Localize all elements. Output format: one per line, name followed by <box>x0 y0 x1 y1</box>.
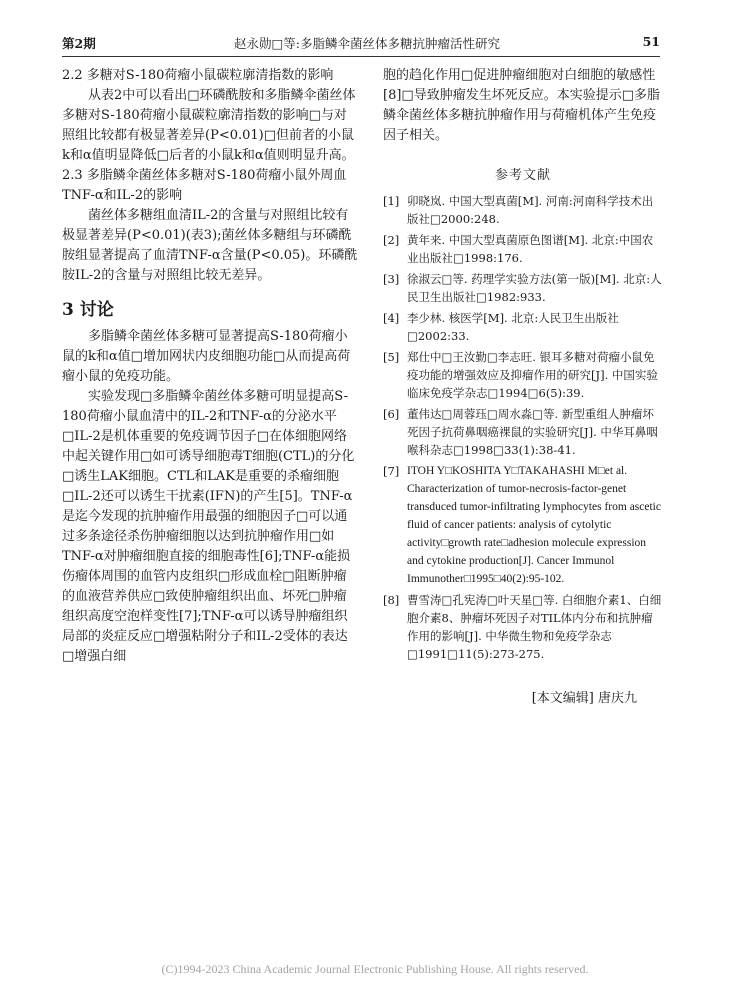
reference-text: 董伟达□周蓉珏□周水淼□等. 新型重组人肿瘤坏死因子抗荷鼻咽癌裸鼠的实验研究[J]. 中华耳鼻咽喉科杂志□1998□33(1):38-41. <box>407 407 658 457</box>
section-3-title: 3 讨论 <box>62 300 114 320</box>
reference-number: [8] <box>383 593 400 607</box>
reference-number: [3] <box>383 272 400 286</box>
reference-text: 徐淑云□等. 药理学实验方法(第一版)[M]. 北京:人民卫生出版社□1982:933. <box>407 272 662 304</box>
reference-number: [6] <box>383 407 400 421</box>
discussion-continuation: 胞的趋化作用□促进肿瘤细胞对白细胞的敏感性[8]□导致肿瘤发生坏死反应。本实验提示□多脂鳞伞菌丝体多糖抗肿瘤作用与荷瘤机体产生免疫因子相关。 <box>383 68 660 143</box>
subsection-2-2-body: 从表2中可以看出□环磷酰胺和多脂鳞伞菌丝体多糖对S-180荷瘤小鼠碳粒廓清指数的影响□与对照组比较都有极显著差异(P<0.01)□但前者的小鼠k和α值明显降低□后者的小鼠k和α值则明显升高。 <box>62 88 356 163</box>
reference-text: 李少林. 核医学[M]. 北京:人民卫生出版社□2002:33. <box>407 311 619 343</box>
reference-item <box>383 270 663 306</box>
reference-number: [1] <box>383 194 400 208</box>
reference-item <box>383 405 663 459</box>
reference-text: 黄年来. 中国大型真菌原色图谱[M]. 北京:中国农业出版社□1998:176. <box>407 233 654 265</box>
header-rule <box>62 56 660 57</box>
page-number: 51 <box>642 34 660 49</box>
reference-text: 郑仕中□王汝勤□李志旺. 银耳多糖对荷瘤小鼠免疫功能的增强效应及抑瘤作用的研究[J]. 中国实验临床免疫学杂志□1994□6(5):39. <box>407 350 658 400</box>
reference-text: 卯晓岚. 中国大型真菌[M]. 河南:河南科学技术出版社□2000:248. <box>407 194 654 226</box>
reference-list <box>383 192 663 663</box>
reference-item <box>383 348 663 402</box>
issue-number: 第2期 <box>62 36 96 51</box>
reference-number: [2] <box>383 233 400 247</box>
reference-text: ITOH Y□KOSHITA Y□TAKAHASHI M□et al. Characterization of tumor-necrosis-factor-genet transduced tumor-infiltrating lymphocytes from ascetic fluid of cancer patients: analysis of cytolytic activity□growth rate□adhesion molecule expression and cytokine production[J]. Cancer Immunol Immunother□1995□40(2):95-102. <box>407 465 661 585</box>
reference-item <box>383 309 663 345</box>
subsection-2-2-title: 2.2 多糖对S-180荷瘤小鼠碳粒廓清指数的影响 <box>62 68 334 83</box>
editor-credit: [本文编辑] 唐庆九 <box>531 691 637 706</box>
subsection-2-3-body: 菌丝体多糖组血清IL-2的含量与对照组比较有极显著差异(P<0.01)(表3);菌丝体多糖组与环磷酰胺组显著提高了血清TNF-α含量(P<0.05)。环磷酰胺IL-2的含量与对照组比较无差异。 <box>62 208 358 283</box>
running-title: 赵永勋□等:多脂鳞伞菌丝体多糖抗肿瘤活性研究 <box>234 36 501 51</box>
reference-item <box>383 591 663 663</box>
discussion-paragraph-1: 多脂鳞伞菌丝体多糖可显著提高S-180荷瘤小鼠的k和α值□增加网状内皮细胞功能□从而提高荷瘤小鼠的免疫功能。 <box>62 329 351 384</box>
right-column <box>383 66 663 709</box>
reference-text: 曹雪涛□孔宪涛□叶天星□等. 白细胞介素1、白细胞介素8、肿瘤坏死因子对TIL体内分布和抗肿瘤作用的影响[J]. 中华微生物和免疫学杂志□1991□11(5):273-275. <box>407 593 662 661</box>
reference-number: [7] <box>383 464 400 478</box>
references-title: 参考文献 <box>494 168 551 183</box>
running-header <box>62 34 660 56</box>
reference-item <box>383 231 663 267</box>
discussion-paragraph-2: 实验发现□多脂鳞伞菌丝体多糖可明显提高S-180荷瘤小鼠血清中的IL-2和TNF-α的分泌水平□IL-2是机体重要的免疫调节因子□在体细胞网络中起关键作用□如可诱导细胞毒T细胞(CTL)的分化□诱生LAK细胞。CTL和LAK是重要的杀瘤细胞□IL-2还可以诱生干扰素(IFN)的产生[5]。TNF-α是迄今发现的抗肿瘤作用最强的细胞因子□可以通过多条途径杀伤肿瘤细胞以达到抗肿瘤作用□如TNF-α对肿瘤细胞直接的细胞毒性[6];TNF-α能损伤瘤体周围的血管内皮组织□形成血栓□阻断肿瘤的血液营养供应□致使肿瘤组织出血、坏死□肿瘤组织高度空泡样变性[7];TNF-α可以诱导肿瘤组织局部的炎症反应□增强粘附分子和IL-2受体的表达□增强白细 <box>62 389 355 664</box>
reference-item <box>383 462 663 588</box>
subsection-2-3-title: 2.3 多脂鳞伞菌丝体多糖对S-180荷瘤小鼠外周血TNF-α和IL-2的影响 <box>62 168 347 203</box>
reference-number: [4] <box>383 311 400 325</box>
reference-number: [5] <box>383 350 400 364</box>
left-column <box>62 66 358 667</box>
reference-item <box>383 192 663 228</box>
copyright-footer: (C)1994-2023 China Academic Journal Electronic Publishing House. All rights reserved. <box>161 962 589 976</box>
